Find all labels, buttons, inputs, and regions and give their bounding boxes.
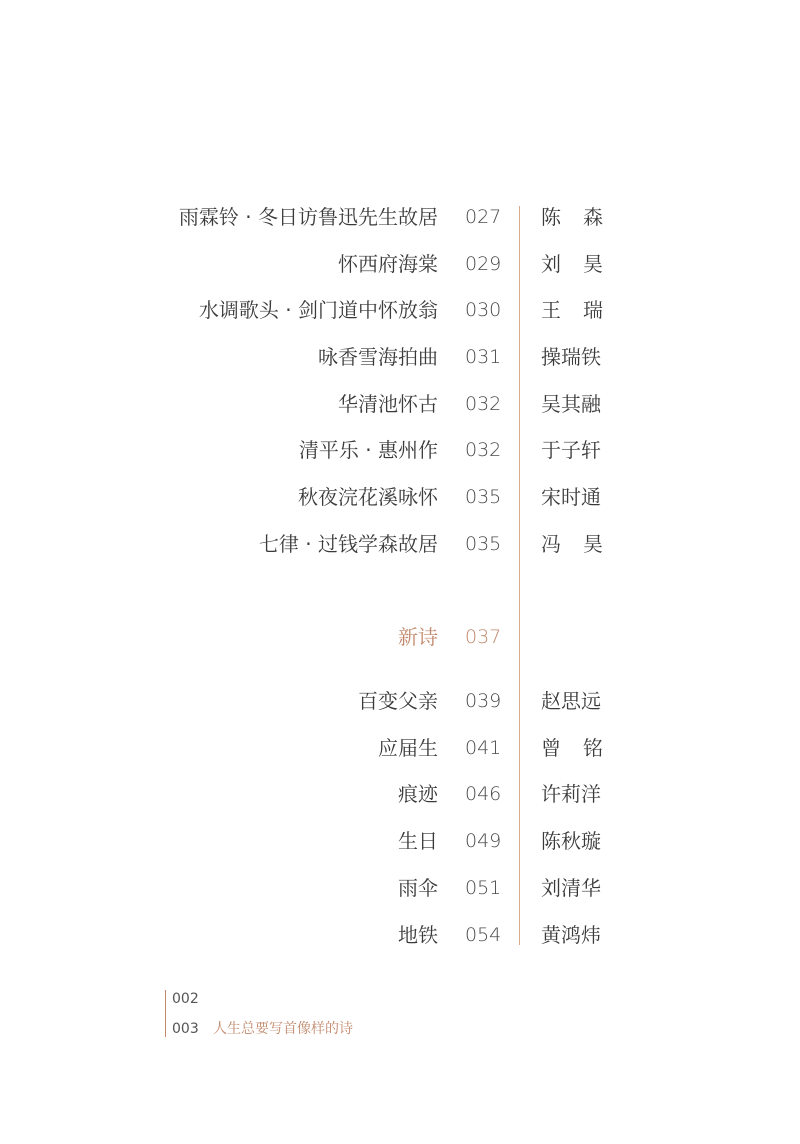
footer-page-number-left: 002 [172, 991, 199, 1007]
entry-title: 地铁 [398, 923, 438, 947]
entry-page: 041 [465, 737, 502, 759]
toc-entry[interactable] [0, 730, 800, 766]
entry-title: 秋夜浣花溪咏怀 [298, 485, 438, 509]
entry-author: 刘 昊 [541, 252, 603, 276]
footer-page-number-right: 003 [172, 1021, 199, 1037]
entry-title: 七律 · 过钱学森故居 [258, 532, 438, 556]
entry-page: 030 [465, 299, 502, 321]
toc-entry[interactable] [0, 776, 800, 812]
toc-entry[interactable] [0, 432, 800, 468]
entry-page: 027 [465, 206, 502, 228]
entry-title: 华清池怀古 [338, 392, 438, 416]
column-divider [519, 206, 520, 945]
entry-author: 于子轩 [541, 438, 601, 462]
entry-author: 冯 昊 [541, 532, 603, 556]
footer-rule [165, 990, 166, 1037]
toc-entry[interactable] [0, 246, 800, 282]
entry-page: 046 [465, 783, 502, 805]
entry-author: 许莉洋 [541, 782, 601, 806]
entry-page: 032 [465, 439, 502, 461]
entry-author: 宋时通 [541, 485, 601, 509]
entry-author: 黄鸿炜 [541, 923, 601, 947]
entry-title: 痕迹 [398, 782, 438, 806]
entry-title: 清平乐 · 惠州作 [298, 438, 438, 462]
entry-author: 曾 铭 [541, 736, 603, 760]
entry-title: 咏香雪海拍曲 [318, 345, 438, 369]
entry-title: 应届生 [378, 736, 438, 760]
entry-page: 049 [465, 830, 502, 852]
toc-entry[interactable] [0, 870, 800, 906]
entry-page: 029 [465, 253, 502, 275]
toc-entry[interactable] [0, 479, 800, 515]
entry-author: 操瑞铁 [541, 345, 601, 369]
entry-page: 051 [465, 877, 502, 899]
entry-author: 刘清华 [541, 876, 601, 900]
toc-entry[interactable] [0, 386, 800, 422]
section-title: 新诗 [398, 625, 438, 649]
entry-author: 陈秋璇 [541, 829, 601, 853]
section-header[interactable] [0, 619, 800, 655]
entry-page: 039 [465, 690, 502, 712]
entry-title: 怀西府海棠 [338, 252, 438, 276]
entry-title: 雨霖铃 · 冬日访鲁迅先生故居 [178, 205, 438, 229]
toc-entry[interactable] [0, 526, 800, 562]
entry-page: 032 [465, 393, 502, 415]
entry-author: 王 瑞 [541, 298, 603, 322]
footer-book-title: 人生总要写首像样的诗 [213, 1021, 353, 1037]
entry-title: 水调歌头 · 剑门道中怀放翁 [198, 298, 438, 322]
toc-entry[interactable] [0, 199, 800, 235]
entry-page: 031 [465, 346, 502, 368]
entry-author: 吴其融 [541, 392, 601, 416]
entry-page: 054 [465, 924, 502, 946]
toc-entry[interactable] [0, 823, 800, 859]
entry-page: 035 [465, 533, 502, 555]
toc-entry[interactable] [0, 339, 800, 375]
entry-page: 035 [465, 486, 502, 508]
entry-author: 陈 森 [541, 205, 603, 229]
entry-title: 雨伞 [398, 876, 438, 900]
entry-title: 百变父亲 [358, 689, 438, 713]
entry-author: 赵思远 [541, 689, 601, 713]
toc-entry[interactable] [0, 683, 800, 719]
toc-entry[interactable] [0, 917, 800, 953]
toc-entry[interactable] [0, 292, 800, 328]
entry-title: 生日 [398, 829, 438, 853]
section-page: 037 [465, 626, 502, 648]
